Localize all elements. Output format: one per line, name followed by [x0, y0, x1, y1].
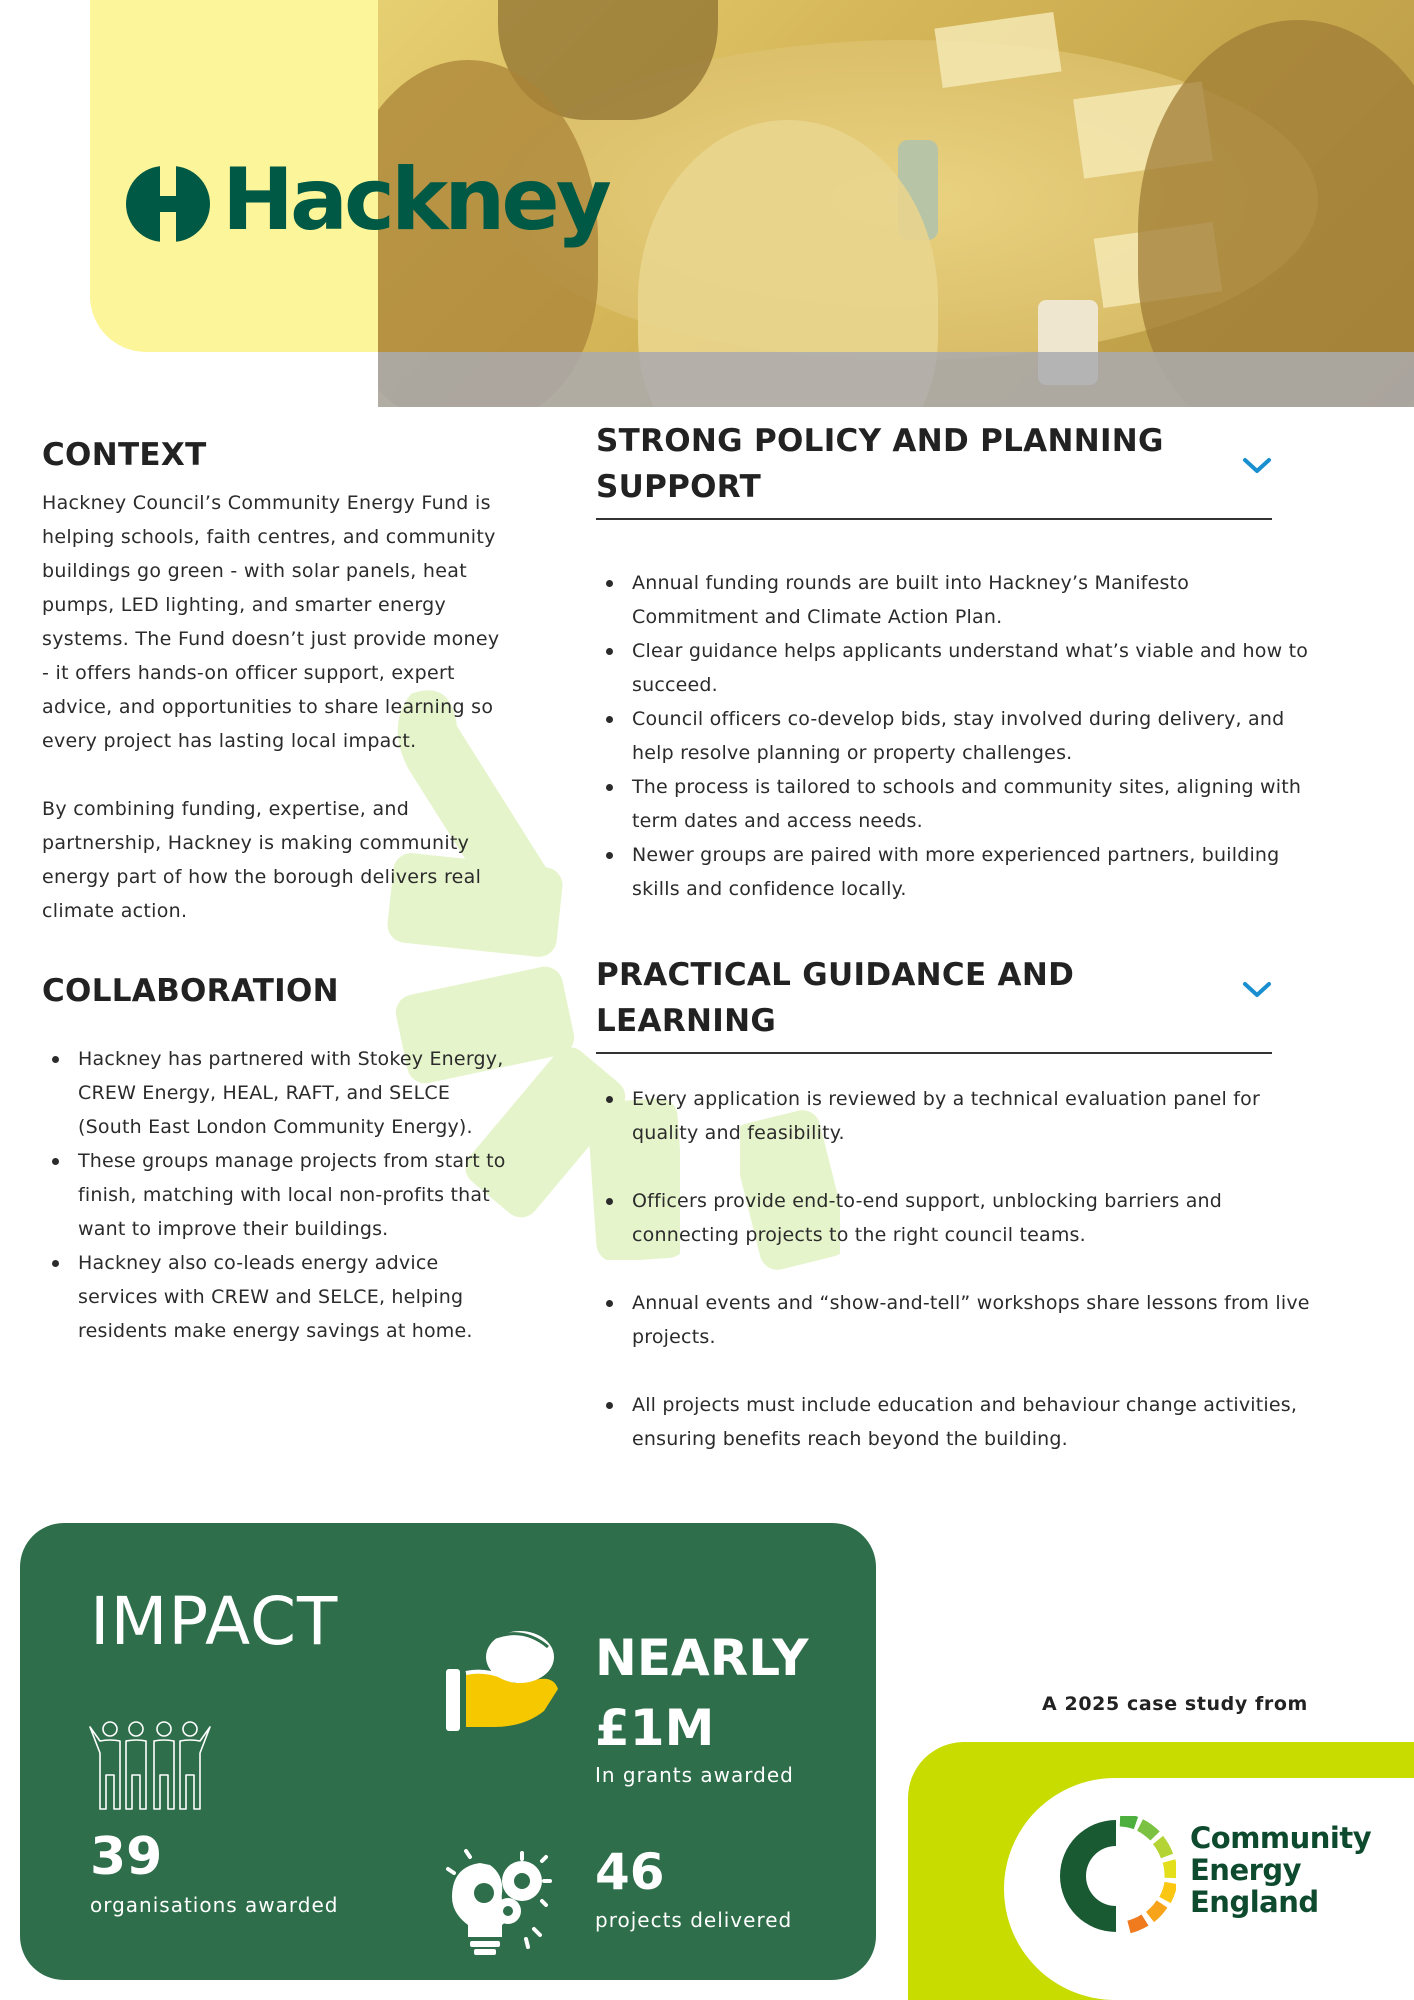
- community-energy-england-logo-icon: [1056, 1816, 1176, 1936]
- stat-label: projects delivered: [595, 1908, 793, 1932]
- collaboration-list: [42, 1042, 512, 1348]
- context-heading: CONTEXT: [42, 437, 207, 473]
- context-paragraph: By combining funding, expertise, and partnership, Hackney is making community energy part of how the borough delivers real climate action.: [42, 798, 482, 922]
- list-item: Hackney has partnered with Stokey Energy, CREW Energy, HEAL, RAFT, and SELCE (South East London Community Energy).: [42, 1042, 512, 1144]
- stat-label: organisations awarded: [90, 1893, 339, 1917]
- context-paragraph: Hackney Council’s Community Energy Fund is helping schools, faith centres, and community buildings go green - with solar panels, heat pumps, LED lighting, and smarter energy systems. The Fund doesn’t just provide money - it offers hands-on officer support, expert advice, and opportunities to share learning so every project has lasting local impact.: [42, 492, 500, 752]
- chevron-down-icon[interactable]: [1242, 980, 1272, 1000]
- hackney-logo: [126, 150, 608, 250]
- right-column: [596, 418, 1316, 1456]
- guidance-list: [596, 1082, 1316, 1456]
- cee-org-name-line: England: [1190, 1885, 1319, 1919]
- hackney-h-mark-icon: [126, 166, 210, 242]
- hand-coin-icon: [444, 1627, 564, 1737]
- list-item: Council officers co-develop bids, stay involved during delivery, and help resolve planning or property challenges.: [596, 702, 1316, 770]
- policy-list: [596, 566, 1316, 906]
- cee-org-name-line: Energy: [1190, 1853, 1302, 1887]
- collaboration-heading: COLLABORATION: [42, 973, 339, 1009]
- policy-accordion-header[interactable]: [596, 418, 1272, 520]
- list-item: Every application is reviewed by a technical evaluation panel for quality and feasibility.: [596, 1082, 1316, 1150]
- list-item: The process is tailored to schools and community sites, aligning with term dates and access needs.: [596, 770, 1316, 838]
- stat-value: NEARLY £1M: [595, 1629, 809, 1757]
- guidance-heading: PRACTICAL GUIDANCE AND LEARNING: [596, 957, 1075, 1039]
- lightbulb-gears-icon: [446, 1845, 554, 1957]
- hackney-logo-text: Hackney: [222, 150, 608, 250]
- chevron-down-icon[interactable]: [1242, 456, 1272, 476]
- list-item: These groups manage projects from start to finish, matching with local non-profits that want to improve their buildings.: [42, 1144, 512, 1246]
- cee-org-name: [1190, 1822, 1371, 1918]
- list-item: Officers provide end-to-end support, unblocking barriers and connecting projects to the right council teams.: [596, 1184, 1316, 1252]
- list-item: All projects must include education and behaviour change activities, ensuring benefits reach beyond the building.: [596, 1388, 1316, 1456]
- list-item: Newer groups are paired with more experienced partners, building skills and confidence locally.: [596, 838, 1316, 906]
- policy-heading: STRONG POLICY AND PLANNING SUPPORT: [596, 423, 1164, 505]
- impact-panel: [20, 1523, 876, 1980]
- stat-label: In grants awarded: [595, 1763, 794, 1787]
- case-study-label: A 2025 case study from: [1042, 1693, 1308, 1715]
- list-item: Hackney also co-leads energy advice services with CREW and SELCE, helping residents make energy savings at home.: [42, 1246, 512, 1348]
- list-item: Annual funding rounds are built into Hackney’s Manifesto Commitment and Climate Action Plan.: [596, 566, 1316, 634]
- cee-org-name-line: Community: [1190, 1821, 1372, 1855]
- guidance-accordion-header[interactable]: [596, 952, 1272, 1054]
- people-icon: [88, 1719, 212, 1811]
- stat-value: 39: [90, 1827, 163, 1887]
- impact-heading: IMPACT: [90, 1583, 339, 1660]
- list-item: Clear guidance helps applicants understand what’s viable and how to succeed.: [596, 634, 1316, 702]
- list-item: Annual events and “show-and-tell” workshops share lessons from live projects.: [596, 1286, 1316, 1354]
- stat-value: 46: [595, 1843, 665, 1901]
- left-column: [42, 432, 512, 1348]
